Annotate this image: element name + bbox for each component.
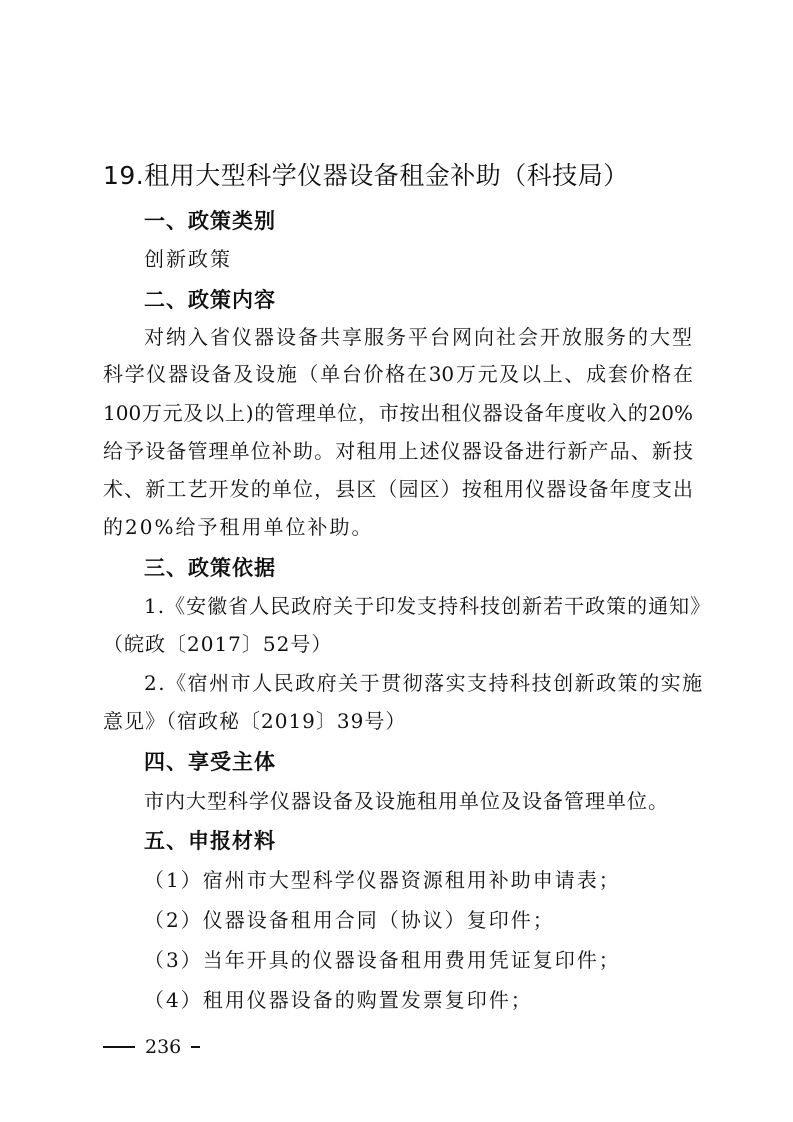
paragraph-line: 科学仪器设备及设施（单台价格在30万元及以上、成套价格在 xyxy=(103,362,693,386)
page-number: 236 xyxy=(145,1036,182,1058)
footer-dash-left xyxy=(103,1046,135,1048)
paragraph-line: 对纳入省仪器设备共享服务平台网向社会开放服务的大型 xyxy=(144,325,694,349)
list-item: （4）租用仪器设备的购置发票复印件； xyxy=(144,988,533,1012)
paragraph-line: （皖政〔2017〕52号） xyxy=(103,632,333,656)
section-heading-content: 二、政策内容 xyxy=(144,288,276,312)
section-heading-subject: 四、享受主体 xyxy=(144,750,276,774)
section-heading-basis: 三、政策依据 xyxy=(144,556,276,580)
paragraph-line: 创新政策 xyxy=(144,247,232,271)
section-heading-materials: 五、申报材料 xyxy=(144,829,276,853)
paragraph-line: 2.《宿州市人民政府关于贯彻落实支持科技创新政策的实施 xyxy=(144,671,704,695)
paragraph-line: 术、新工艺开发的单位，县区（园区）按租用仪器设备年度支出 xyxy=(103,477,693,501)
list-item: （1）宿州市大型科学仪器资源租用补助申请表； xyxy=(144,868,621,892)
paragraph-line: 的20%给予租用单位补助。 xyxy=(103,515,374,539)
list-item: （2）仪器设备租用合同（协议）复印件； xyxy=(144,908,555,932)
paragraph-line: 1.《安徽省人民政府关于印发支持科技创新若干政策的通知》 xyxy=(144,594,712,618)
list-item: （3）当年开具的仪器设备租用费用凭证复印件； xyxy=(144,948,621,972)
page-footer xyxy=(103,1036,200,1058)
section-heading-category: 一、政策类别 xyxy=(144,209,276,233)
footer-dash-right xyxy=(191,1046,200,1048)
paragraph-line: 给予设备管理单位补助。对租用上述仪器设备进行新产品、新技 xyxy=(103,439,693,463)
paragraph-line: 市内大型科学仪器设备及设施租用单位及设备管理单位。 xyxy=(144,789,669,813)
paragraph-line: 100万元及以上)的管理单位，市按出租仪器设备年度收入的20% xyxy=(103,401,693,425)
paragraph-line: 意见》（宿政秘〔2019〕39号） xyxy=(103,709,407,733)
document-title: 19.租用大型科学仪器设备租金补助（科技局） xyxy=(103,161,629,190)
